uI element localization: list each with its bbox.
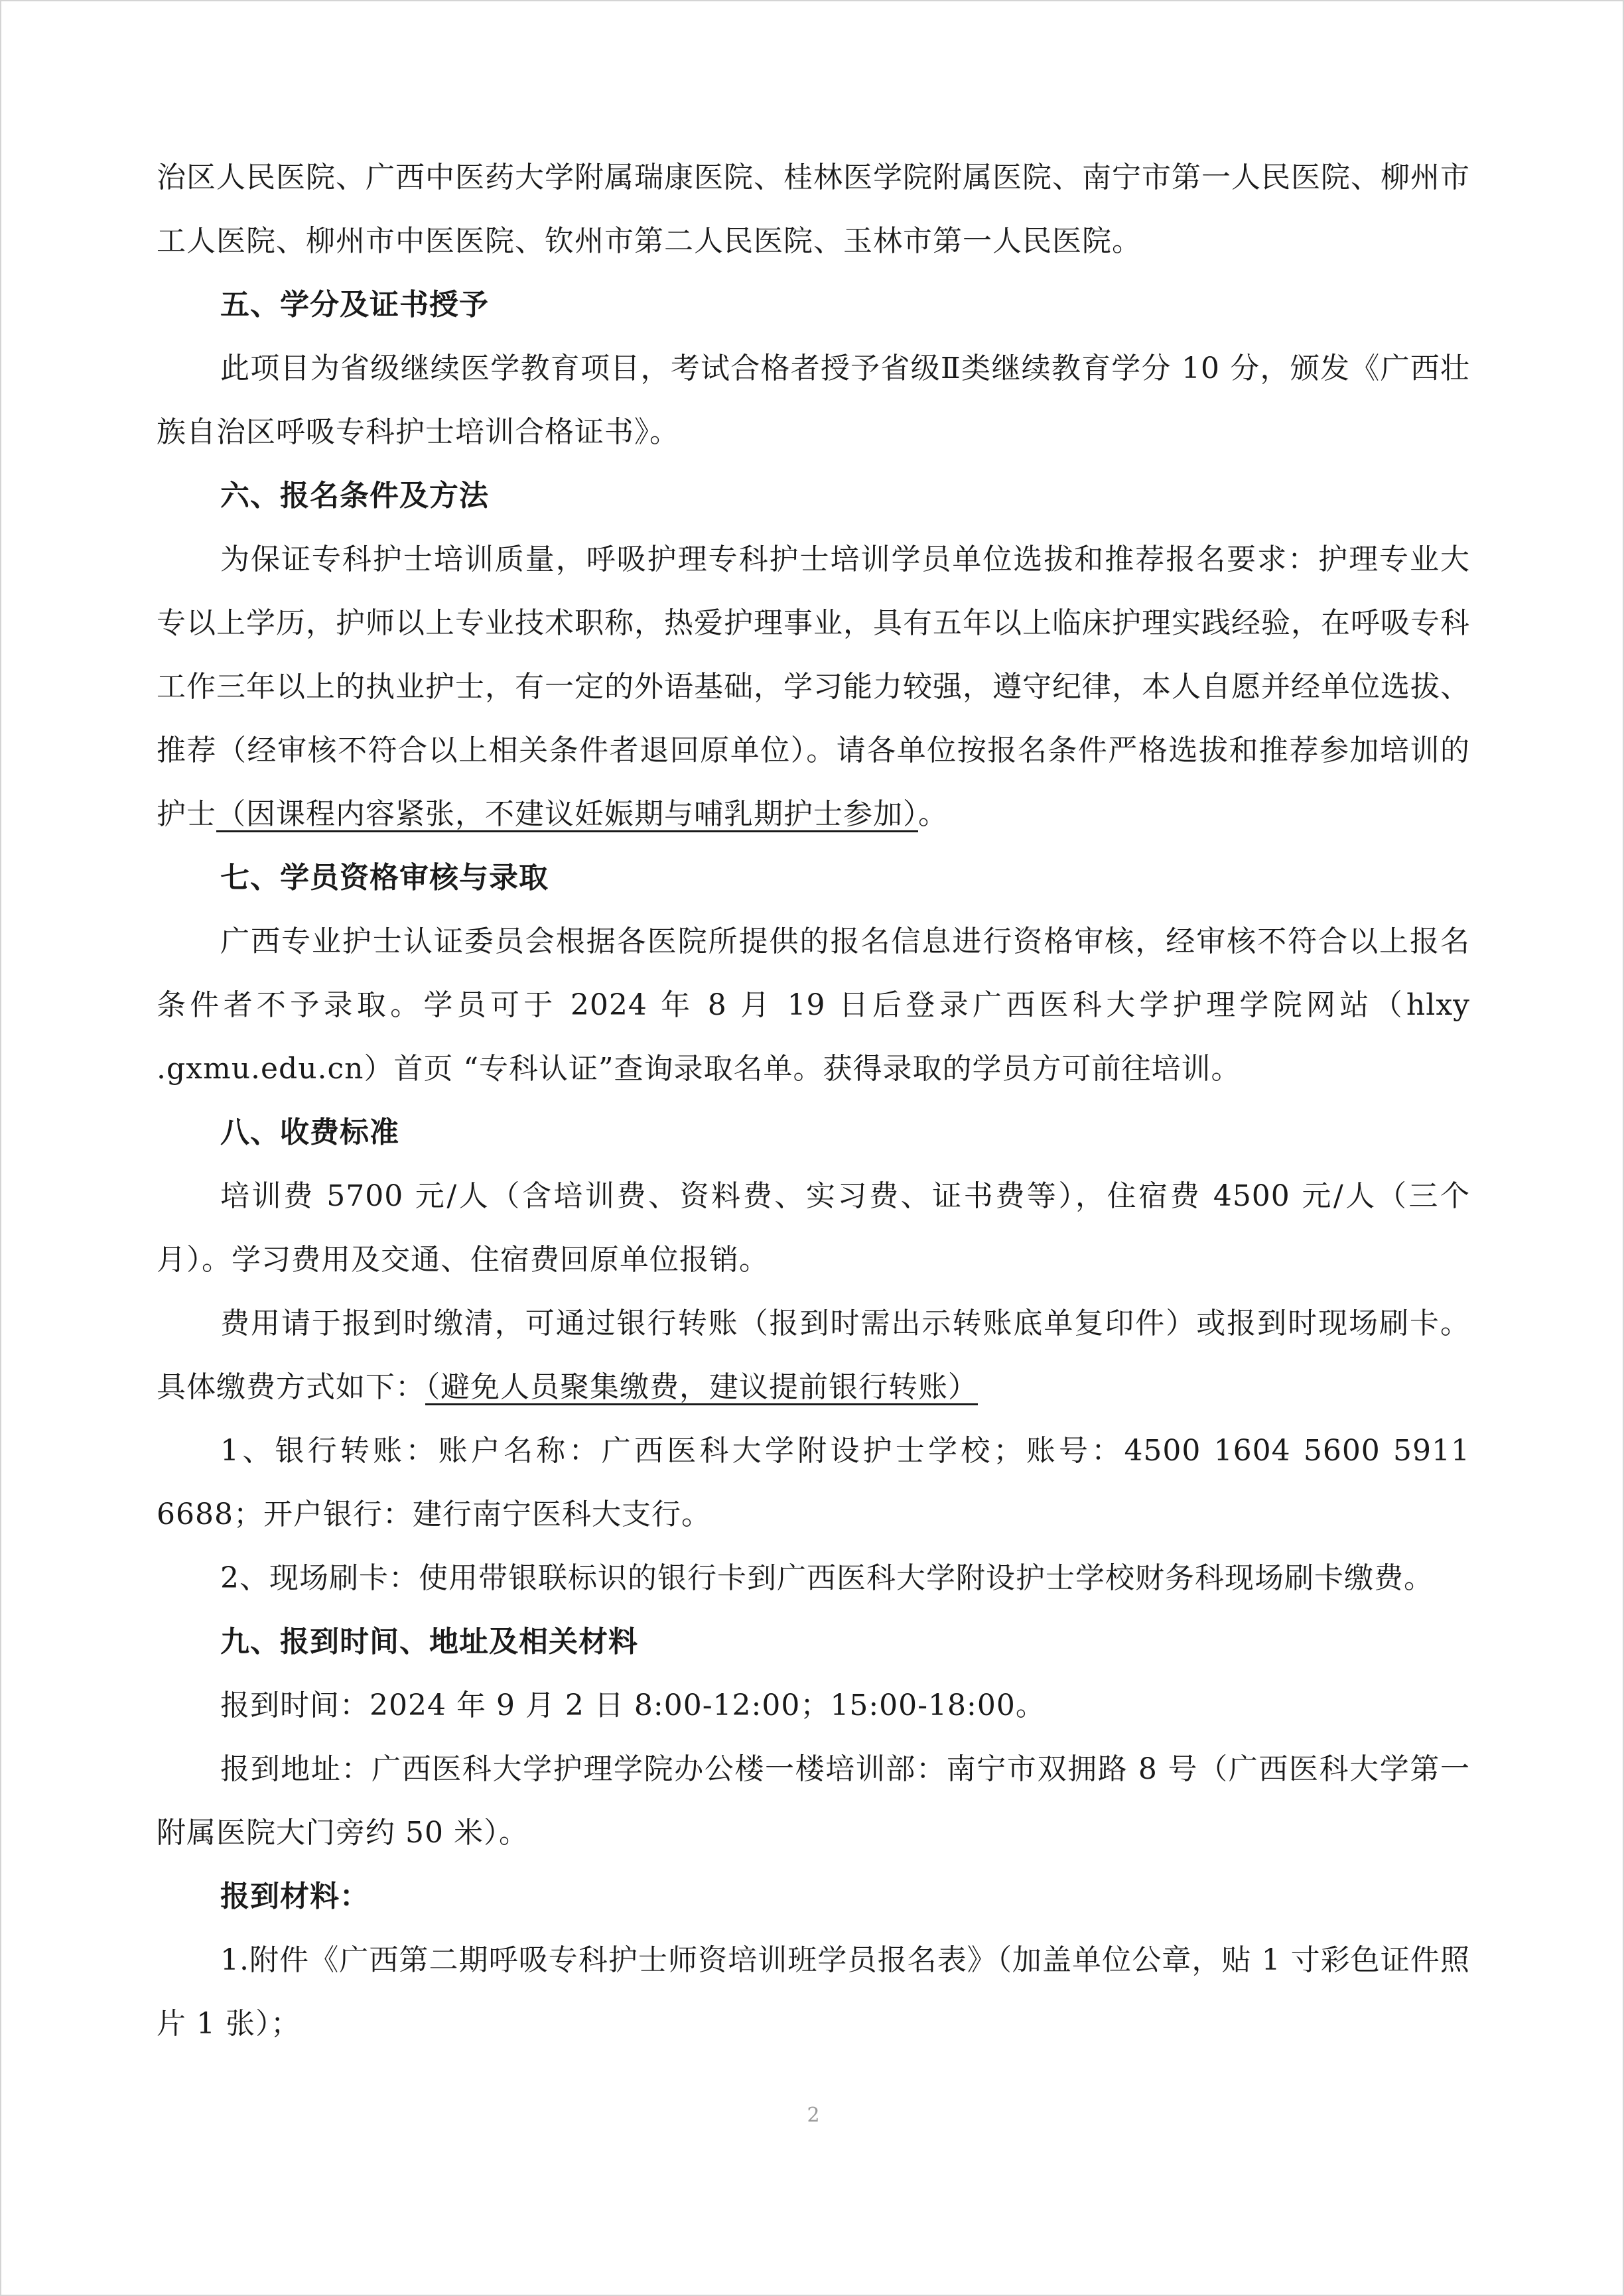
heading-registration-conditions: 六、报名条件及方法	[220, 479, 489, 513]
paragraph-credits: 此项目为省级继续医学教育项目，考试合格者授予省级Ⅱ类继续教育学分 10 分，颁发《广西壮族自治区呼吸专科护士培训合格证书》。	[157, 351, 1470, 449]
requirements-tail: 。	[918, 797, 948, 831]
heading-qualification-review: 七、学员资格审核与录取	[220, 861, 549, 895]
paragraph-payment-methods	[157, 1292, 1470, 1419]
paragraph-registration-form: 1.附件《广西第二期呼吸专科护士师资培训班学员报名表》（加盖单位公章，贴 1 寸彩色证件照片 1 张）；	[157, 1943, 1470, 2041]
page-number: 2	[807, 2104, 820, 2127]
paragraph-fees: 培训费 5700 元/人（含培训费、资料费、实习费、证书费等），住宿费 4500 元/人（三个月）。学习费用及交通、住宿费回原单位报销。	[157, 1179, 1470, 1277]
paragraph-qualification-review: 广西专业护士认证委员会根据各医院所提供的报名信息进行资格审核，经审核不符合以上报名条件者不予录取。学员可于 2024 年 8 月 19 日后登录广西医科大学护理学院网站（hlxy .gxmu.edu.cn）首页 “专科认证”查询录取名单。获得录取的学员方可前往培训。	[157, 925, 1470, 1086]
heading-check-in-materials: 报到材料：	[220, 1880, 370, 1913]
paragraph-check-in-address: 报到地址：广西医科大学护理学院办公楼一楼培训部：南宁市双拥路 8 号（广西医科大学第一附属医院大门旁约 50 米）。	[157, 1752, 1470, 1850]
paragraph-bank-transfer: 1、银行转账：账户名称：广西医科大学附设护士学校；账号：4500 1604 5600 5911 6688；开户银行：建行南宁医科大支行。	[157, 1434, 1470, 1531]
heading-check-in: 九、报到时间、地址及相关材料	[220, 1625, 638, 1659]
bank-transfer-advice-underlined: （避免人员聚集缴费，建议提前银行转账）	[425, 1370, 978, 1404]
paragraph-check-in-time: 报到时间：2024 年 9 月 2 日 8:00-12:00；15:00-18:00。	[220, 1689, 1046, 1722]
heading-fee-standard: 八、收费标准	[220, 1116, 399, 1149]
pregnancy-notice-underlined: （因课程内容紧张，不建议妊娠期与哺乳期护士参加）	[216, 797, 918, 831]
heading-credits-certificate: 五、学分及证书授予	[220, 288, 489, 322]
paragraph-card-payment: 2、现场刷卡：使用带银联标识的银行卡到广西医科大学附设护士学校财务科现场刷卡缴费。	[220, 1561, 1434, 1595]
paragraph-hospital-list: 治区人民医院、广西中医药大学附属瑞康医院、桂林医学院附属医院、南宁市第一人民医院、柳州市工人医院、柳州市中医医院、钦州市第二人民医院、玉林市第一人民医院。	[157, 160, 1470, 258]
requirements-text: 为保证专科护士培训质量，呼吸护理专科护士培训学员单位选拔和推荐报名要求：护理专业大专以上学历，护师以上专业技术职称，热爱护理事业，具有五年以上临床护理实践经验，在呼吸专科工作三年以上的执业护士，有一定的外语基础，学习能力较强，遵守纪律，本人自愿并经单位选拔、推荐（经审核不符合以上相关条件者退回原单位）。请各单位按报名条件严格选拔和推荐参加培训的护士	[157, 542, 1470, 831]
payment-text: 费用请于报到时缴清，可通过银行转账（报到时需出示转账底单复印件）或报到时现场刷卡。具体缴费方式如下：	[157, 1307, 1470, 1404]
paragraph-registration-requirements	[157, 528, 1470, 846]
document-body	[157, 146, 1470, 2056]
